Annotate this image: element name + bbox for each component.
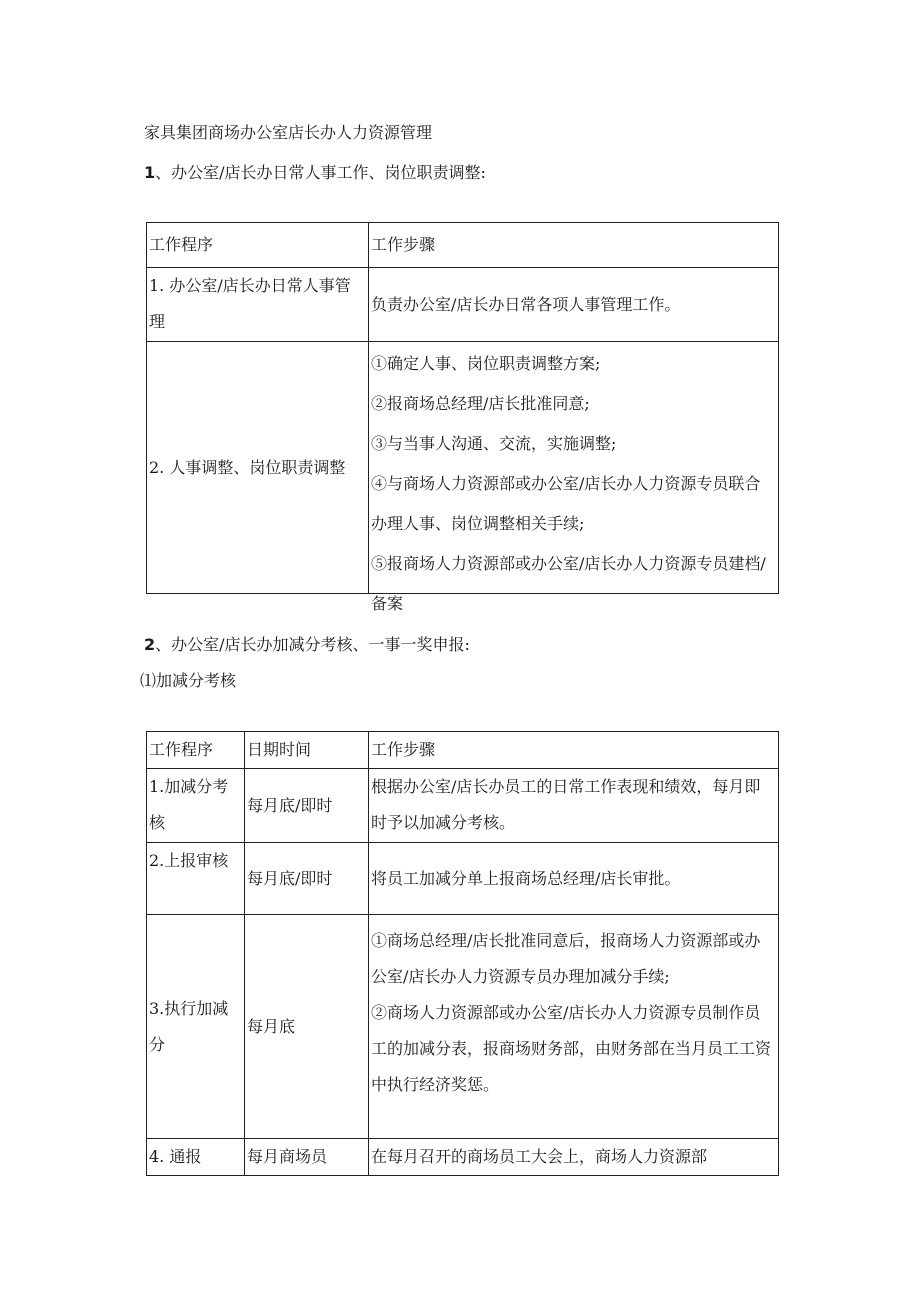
steps-cell: 将员工加减分单上报商场总经理/店长审批。 <box>369 843 779 915</box>
time-cell: 每月商场员 <box>245 1139 369 1176</box>
table-row <box>147 268 779 342</box>
time-cell: 每月底/即时 <box>245 769 369 843</box>
section-2-heading-text: 、办公室/店长办加减分考核、一事一奖申报: <box>155 635 470 654</box>
table-header-row <box>147 732 779 769</box>
step-item: ③与当事人沟通、交流，实施调整; <box>371 434 617 453</box>
time-cell: 每月底/即时 <box>245 843 369 915</box>
header-program: 工作程序 <box>147 223 369 268</box>
table-row <box>147 769 779 843</box>
program-cell: 1.加减分考核 <box>147 769 245 843</box>
program-cell: 3.执行加减分 <box>147 915 245 1139</box>
table-row <box>147 342 779 594</box>
section-2-number: 2 <box>144 635 156 654</box>
table-header-row <box>147 223 779 268</box>
section-2-heading <box>144 632 470 655</box>
table-row <box>147 843 779 915</box>
document-title: 家具集团商场办公室店长办人力资源管理 <box>144 123 433 142</box>
step-item: ②商场人力资源部或办公室/店长办人力资源专员制作员工的加减分表，报商场财务部，由财务部在当月员工工资中执行经济奖惩。 <box>371 1003 772 1094</box>
header-steps: 工作步骤 <box>369 732 779 769</box>
step-item: ④与商场人力资源部或办公室/店长办人力资源专员联合办理人事、岗位调整相关手续; <box>371 474 761 533</box>
time-cell: 每月底 <box>245 915 369 1139</box>
table-row <box>147 1139 779 1176</box>
table-row <box>147 915 779 1139</box>
step-item: ①商场总经理/店长批准同意后，报商场人力资源部或办公室/店长办人力资源专员办理加减分手续; <box>371 931 761 986</box>
program-cell: 4. 通报 <box>147 1139 245 1176</box>
header-time: 日期时间 <box>245 732 369 769</box>
section-1-number: 1 <box>144 163 156 182</box>
program-cell: 2.上报审核 <box>147 843 245 915</box>
step-item: ①确定人事、岗位职责调整方案; <box>371 354 601 373</box>
header-steps: 工作步骤 <box>369 223 779 268</box>
section-1-heading-text: 、办公室/店长办日常人事工作、岗位职责调整: <box>155 163 486 182</box>
steps-cell: 在每月召开的商场员工大会上，商场人力资源部 <box>369 1139 779 1176</box>
steps-cell <box>369 915 779 1139</box>
step-item: ②报商场总经理/店长批准同意; <box>371 394 590 413</box>
header-program: 工作程序 <box>147 732 245 769</box>
personnel-work-table <box>146 222 779 613</box>
step-item: ⑤报商场人力资源部或办公室/店长办人力资源专员建档/备案 <box>371 554 766 613</box>
steps-cell: 负责办公室/店长办日常各项人事管理工作。 <box>369 268 779 342</box>
section-1-heading <box>144 160 486 183</box>
program-cell: 2. 人事调整、岗位职责调整 <box>147 342 369 594</box>
program-cell: 1. 办公室/店长办日常人事管理 <box>147 268 369 342</box>
steps-cell <box>369 342 779 613</box>
section-2-subheading: ⑴加减分考核 <box>140 671 237 690</box>
score-assessment-table <box>146 731 779 1176</box>
steps-cell: 根据办公室/店长办员工的日常工作表现和绩效，每月即时予以加减分考核。 <box>369 769 779 843</box>
